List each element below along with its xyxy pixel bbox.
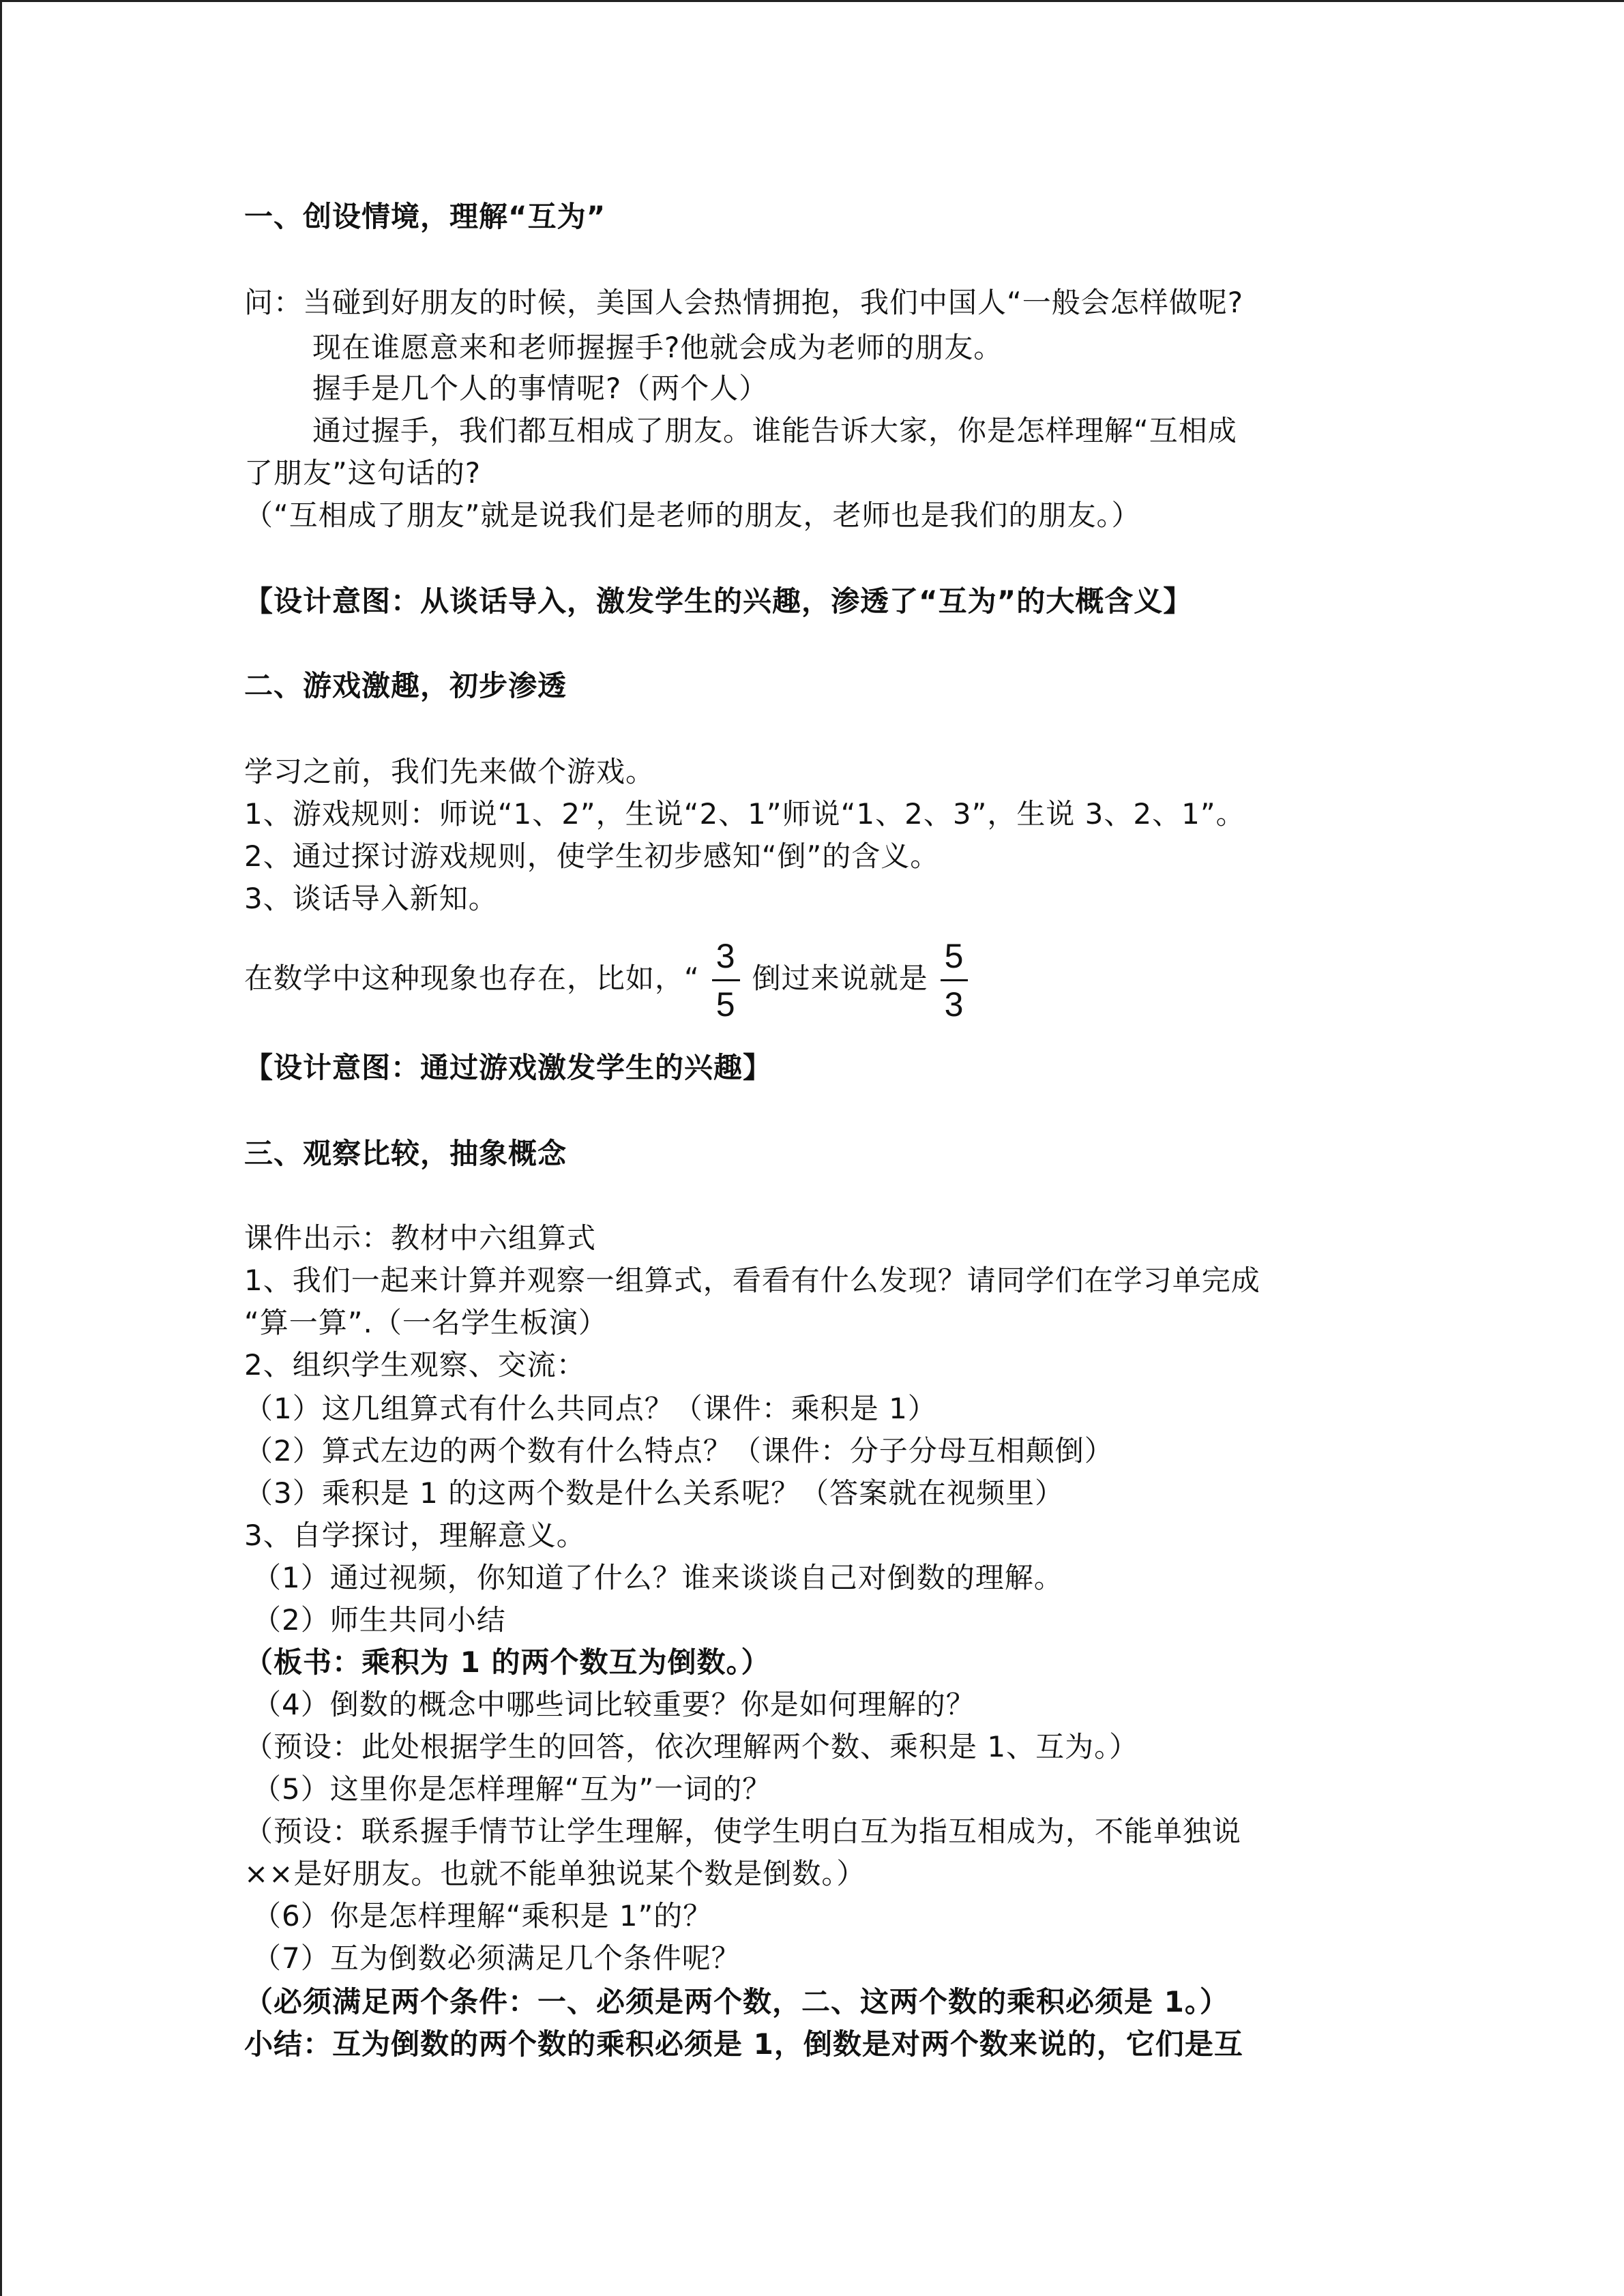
section3-line: ××是好朋友。也就不能单独说某个数是倒数。） (244, 1857, 866, 1890)
section2-intro: 学习之前，我们先来做个游戏。 (244, 755, 655, 788)
section2-item: 3、谈话导入新知。 (244, 882, 498, 915)
fraction-example-line (244, 927, 980, 1030)
section3-line: 课件出示：教材中六组算式 (244, 1221, 597, 1255)
example-prefix: 在数学中这种现象也存在，比如，“ (244, 961, 700, 995)
section3-line: （5）这里你是怎样理解“互为”一词的？ (252, 1772, 772, 1806)
section1-question-line: 通过握手，我们都互相成了朋友。谁能告诉大家，你是怎样理解“互相成 (312, 414, 1237, 447)
section2-item: 1、游戏规则：师说“1、2”，生说“2、1”师说“1、2、3”，生说 3、2、1”。 (244, 797, 1245, 831)
fraction-three-fifths (712, 937, 740, 1024)
section1-question-line: 问：当碰到好朋友的时候，美国人会热情拥抱，我们中国人“一般会怎样做呢? (244, 286, 1244, 319)
section3-line: （7）互为倒数必须满足几个条件呢？ (252, 1941, 741, 1975)
fraction-bar (712, 979, 740, 981)
section3-line: （预设：联系握手情节让学生理解，使学生明白互为指互相成为，不能单独说 (244, 1815, 1242, 1848)
section3-line: 1、我们一起来计算并观察一组算式，看看有什么发现？请同学们在学习单完成 (244, 1264, 1260, 1297)
section1-design-intent: 【设计意图：从谈话导入，激发学生的兴趣，渗透了“互为”的大概含义】 (244, 584, 1193, 618)
section1-answer-line: （“互相成了朋友”就是说我们是老师的朋友，老师也是我们的朋友。） (244, 498, 1141, 532)
fraction-denominator: 5 (715, 985, 736, 1024)
section3-line: “算一算”.（一名学生板演） (244, 1306, 608, 1339)
fraction-five-thirds (941, 937, 969, 1024)
section3-line: （2）算式左边的两个数有什么特点？（课件：分子分母互相颠倒） (244, 1434, 1114, 1467)
page-left-border (0, 0, 2, 2296)
fraction-numerator: 3 (715, 937, 736, 975)
section3-line: 3、自学探讨，理解意义。 (244, 1519, 586, 1552)
section3-conditions-note: （必须满足两个条件：一、必须是两个数，二、这两个数的乘积必须是 1。） (244, 1985, 1229, 2018)
section1-question-line: 握手是几个人的事情呢?（两个人） (312, 372, 769, 405)
section3-summary: 小结：互为倒数的两个数的乘积必须是 1，倒数是对两个数来说的，它们是互 (244, 2027, 1243, 2061)
section1-question-line: 现在谁愿意来和老师握握手?他就会成为老师的朋友。 (312, 331, 1003, 364)
section3-board-note: （板书：乘积为 1 的两个数互为倒数。） (244, 1645, 771, 1679)
section3-line: （6）你是怎样理解“乘积是 1”的？ (252, 1899, 713, 1933)
section3-line: （4）倒数的概念中哪些词比较重要？你是如何理解的？ (252, 1688, 975, 1721)
example-middle: 倒过来说就是 (752, 961, 928, 995)
section2-item: 2、通过探讨游戏规则，使学生初步感知“倒”的含义。 (244, 839, 940, 873)
section2-design-intent: 【设计意图：通过游戏激发学生的兴趣】 (244, 1051, 773, 1084)
fraction-denominator: 3 (944, 985, 964, 1024)
section1-question-line: 了朋友”这句话的? (244, 456, 482, 490)
section3-line: （1）通过视频，你知道了什么？谁来谈谈自己对倒数的理解。 (252, 1561, 1063, 1594)
page-top-border (0, 0, 1624, 2)
section1-heading: 一、创设情境，理解“互为” (244, 200, 606, 233)
section3-line: 2、组织学生观察、交流： (244, 1348, 586, 1382)
fraction-numerator: 5 (944, 937, 964, 975)
section3-line: （1）这几组算式有什么共同点？（课件：乘积是 1） (244, 1392, 937, 1425)
section2-heading: 二、游戏激趣，初步渗透 (244, 669, 567, 702)
section3-line: （3）乘积是 1 的这两个数是什么关系呢？（答案就在视频里） (244, 1476, 1065, 1510)
section3-line: （预设：此处根据学生的回答，依次理解两个数、乘积是 1、互为。） (244, 1730, 1139, 1763)
section3-heading: 三、观察比较，抽象概念 (244, 1137, 567, 1170)
section3-line: （2）师生共同小结 (252, 1603, 506, 1637)
fraction-bar (941, 979, 969, 981)
